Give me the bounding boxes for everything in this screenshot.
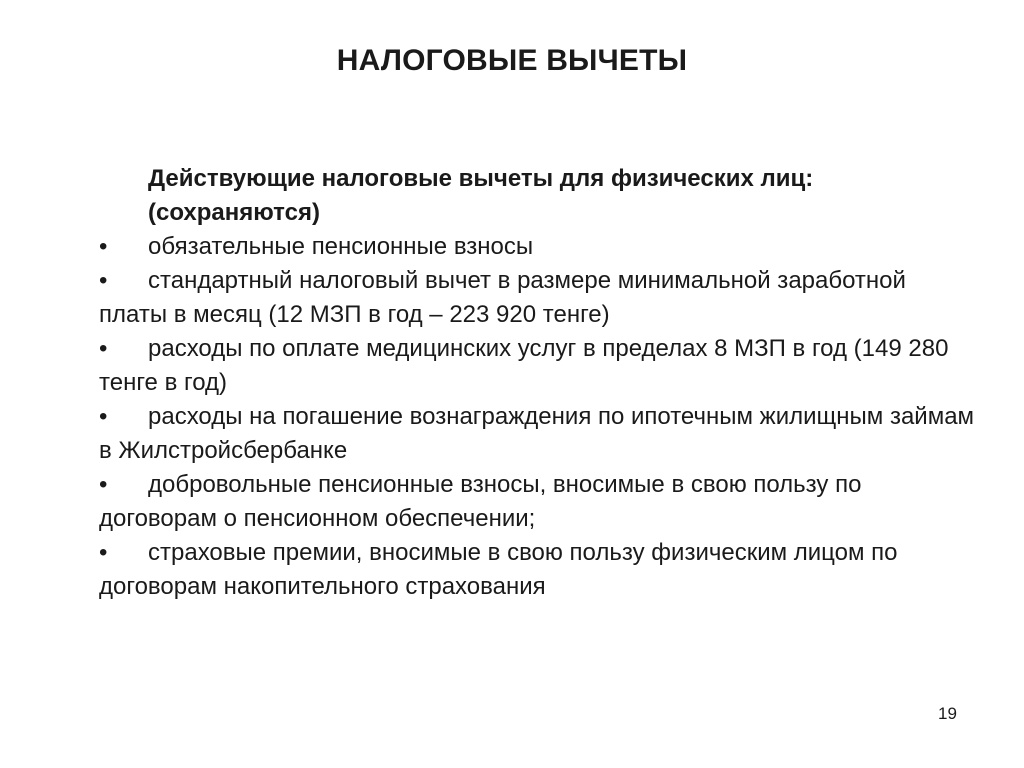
slide-content: [99, 162, 979, 604]
bullet-marker: •: [99, 267, 108, 294]
list-item-text: расходы на погашение вознаграждения по ипотечным жилищным займам в Жилстройсбербанке: [99, 403, 975, 464]
list-item-text: обязательные пенсионные взносы: [148, 233, 534, 260]
list-item: [99, 536, 979, 604]
slide-title: НАЛОГОВЫЕ ВЫЧЕТЫ: [336, 44, 688, 77]
page-number: 19: [938, 704, 957, 723]
section-heading-line-2: (сохраняются): [148, 199, 320, 226]
list-item: [99, 332, 979, 400]
bullet-marker: •: [99, 539, 108, 566]
bullet-marker: •: [99, 233, 108, 260]
bullet-marker: •: [99, 471, 108, 498]
list-item: [99, 264, 979, 332]
list-item-text: добровольные пенсионные взносы, вносимые в свою пользу по договорам о пенсионном обеспечении;: [99, 471, 862, 532]
list-item-text: расходы по оплате медицинских услуг в пределах 8 МЗП в год (149 280 тенге в год): [99, 335, 949, 396]
list-item-text: стандартный налоговый вычет в размере минимальной заработной платы в месяц (12 МЗП в год – 223 920 тенге): [99, 267, 906, 328]
bullet-marker: •: [99, 403, 108, 430]
list-item: [99, 468, 979, 536]
section-heading-line-1: Действующие налоговые вычеты для физических лиц:: [148, 165, 814, 192]
list-item: [99, 400, 979, 468]
list-item-text: страховые премии, вносимые в свою пользу физическим лицом по договорам накопительного страхования: [99, 539, 898, 600]
bullet-marker: •: [99, 335, 108, 362]
list-item: [99, 230, 979, 264]
section-heading: [99, 162, 979, 230]
